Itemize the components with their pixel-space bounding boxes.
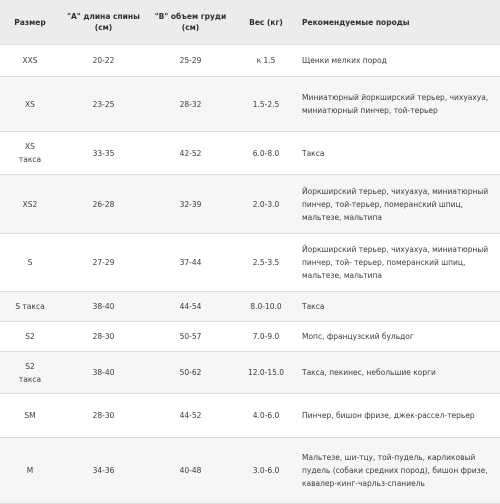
cell-chest-girth: 40-48 (147, 438, 234, 504)
table-row (0, 45, 500, 77)
cell-chest-girth: 42-52 (147, 132, 234, 175)
cell-back-length: 26-28 (60, 175, 147, 234)
table-row (0, 394, 500, 438)
cell-back-length: 33-35 (60, 132, 147, 175)
table-row (0, 175, 500, 234)
cell-size: S (0, 234, 60, 292)
cell-back-length: 34-36 (60, 438, 147, 504)
cell-size: XXS (0, 45, 60, 77)
table-row (0, 352, 500, 394)
cell-breeds: Такса, пекинес, небольшие корги (298, 352, 500, 394)
cell-size: S такса (0, 292, 60, 322)
table-row (0, 77, 500, 132)
cell-breeds: Миниатюрный йоркширский терьер, чихуахуа, миниатюрный пинчер, той-терьер (298, 77, 500, 132)
header-size: Размер (0, 0, 60, 45)
cell-back-length: 38-40 (60, 292, 147, 322)
cell-chest-girth: 25-29 (147, 45, 234, 77)
cell-chest-girth: 44-52 (147, 394, 234, 438)
cell-breeds: Йоркширский терьер, чихуахуа, миниатюрный пинчер, той-терьер, померанский шпиц, мальтезе, мальтипа (298, 175, 500, 234)
cell-size: SM (0, 394, 60, 438)
cell-breeds: Такса (298, 292, 500, 322)
cell-chest-girth: 32-39 (147, 175, 234, 234)
table-row (0, 322, 500, 352)
cell-chest-girth: 37-44 (147, 234, 234, 292)
cell-weight: 2.0-3.0 (234, 175, 298, 234)
cell-weight: 6.0-8.0 (234, 132, 298, 175)
cell-back-length: 28-30 (60, 394, 147, 438)
cell-weight: 8.0-10.0 (234, 292, 298, 322)
header-weight: Вес (кг) (234, 0, 298, 45)
table-row (0, 292, 500, 322)
cell-breeds: Пинчер, бишон фризе, джек-рассел-терьер (298, 394, 500, 438)
cell-breeds: Мальтезе, ши-тцу, той-пудель, карликовый пудель (собаки средних пород), бишон фризе, кавалер-кинг-чарльз-спаниель (298, 438, 500, 504)
header-chest-girth: "В" объем груди (см) (147, 0, 234, 45)
cell-size: XS такса (0, 132, 60, 175)
cell-chest-girth: 50-62 (147, 352, 234, 394)
cell-back-length: 27-29 (60, 234, 147, 292)
cell-back-length: 20-22 (60, 45, 147, 77)
cell-size: M (0, 438, 60, 504)
cell-chest-girth: 28-32 (147, 77, 234, 132)
cell-size: XS (0, 77, 60, 132)
cell-weight: 12.0-15.0 (234, 352, 298, 394)
cell-weight: 2.5-3.5 (234, 234, 298, 292)
cell-size: S2 (0, 322, 60, 352)
header-breeds: Рекомендуемые породы (298, 0, 500, 45)
header-back-length: "А" длина спины (см) (60, 0, 147, 45)
cell-back-length: 28-30 (60, 322, 147, 352)
cell-size: XS2 (0, 175, 60, 234)
cell-weight: 4.0-6.0 (234, 394, 298, 438)
cell-weight: к 1.5 (234, 45, 298, 77)
cell-weight: 1.5-2.5 (234, 77, 298, 132)
cell-breeds: Такса (298, 132, 500, 175)
table-row (0, 132, 500, 175)
table-row (0, 438, 500, 504)
cell-back-length: 23-25 (60, 77, 147, 132)
cell-breeds: Йоркширский терьер, чихуахуа, миниатюрный пинчер, той- терьер, померанский шпиц, мальтезе, мальтипа (298, 234, 500, 292)
cell-breeds: Мопс, французский бульдог (298, 322, 500, 352)
header-row (0, 0, 500, 45)
cell-back-length: 38-40 (60, 352, 147, 394)
cell-breeds: Щенки мелких пород (298, 45, 500, 77)
cell-weight: 7.0-9.0 (234, 322, 298, 352)
cell-weight: 3.0-6.0 (234, 438, 298, 504)
cell-chest-girth: 50-57 (147, 322, 234, 352)
cell-chest-girth: 44-54 (147, 292, 234, 322)
table-row (0, 234, 500, 292)
cell-size: S2 такса (0, 352, 60, 394)
